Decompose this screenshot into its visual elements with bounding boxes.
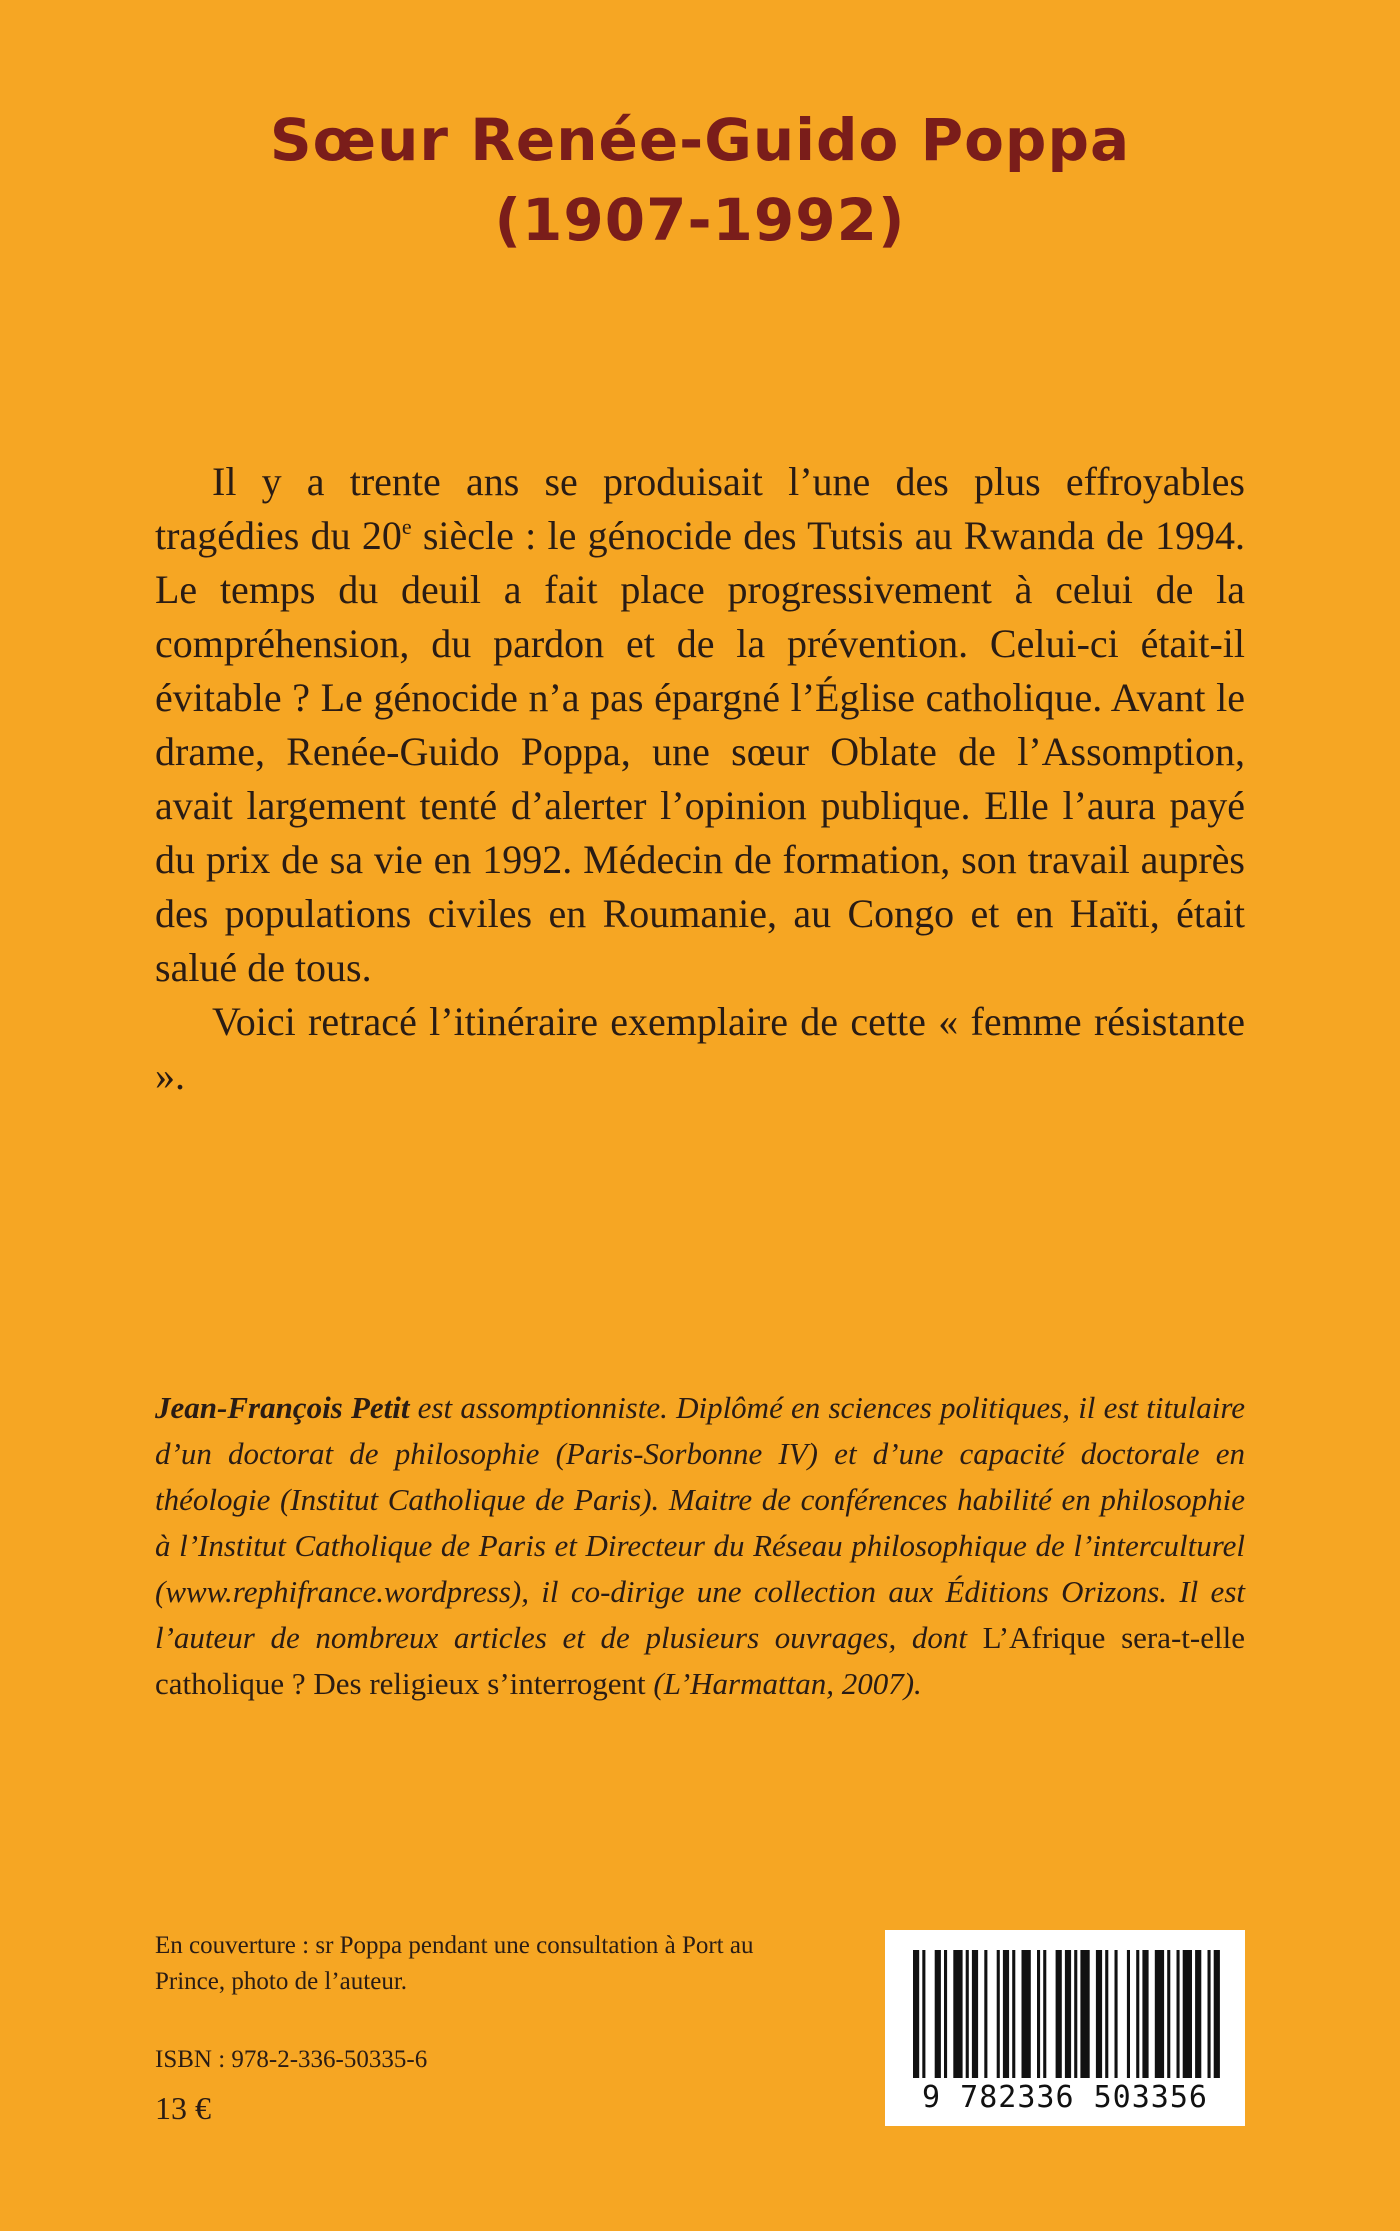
book-title	[0, 100, 1400, 260]
barcode-bar	[1037, 1950, 1040, 2078]
back-cover-summary	[155, 455, 1245, 1103]
barcode-bar	[1167, 1950, 1170, 2078]
barcode-bar	[1115, 1950, 1118, 2078]
barcode-bar	[1127, 1950, 1130, 2078]
barcode-bar	[1022, 1950, 1031, 2078]
barcode-bar	[997, 1950, 1000, 2078]
barcode-bar	[1195, 1950, 1201, 2078]
barcode-bar	[935, 1950, 941, 2078]
price: 13 €	[155, 2090, 211, 2126]
barcode-bar	[1065, 1950, 1071, 2078]
cover-photo-credit: En couverture : sr Poppa pendant une consultation à Port au Prince, photo de l’auteur.	[155, 1932, 754, 1995]
barcode-bar	[1177, 1950, 1180, 2078]
author-name: Jean-François Petit	[155, 1390, 410, 1425]
barcode-bar	[1105, 1950, 1108, 2078]
title-name: Sœur Renée-Guido Poppa	[269, 106, 1131, 174]
barcode-bar	[1136, 1950, 1139, 2078]
barcode-bar	[953, 1950, 962, 2078]
barcode-bar	[1012, 1950, 1015, 2078]
barcode-bar	[1208, 1950, 1211, 2078]
barcode-bar	[913, 1950, 919, 2078]
barcode-bar	[1074, 1950, 1077, 2078]
author-book-title: L’Afrique sera-t-elle catholique ? Des religieux s’interrogent	[155, 1620, 1245, 1701]
barcode-bar	[1142, 1950, 1148, 2078]
barcode-bar	[966, 1950, 969, 2078]
barcode-bar	[1056, 1950, 1062, 2078]
barcode-bar	[1043, 1950, 1046, 2078]
isbn: ISBN : 978-2-336-50335-6	[155, 2046, 428, 2073]
author-bio	[155, 1385, 1245, 1707]
barcode-bar	[944, 1950, 947, 2078]
title-dates: (1907-1992)	[494, 186, 906, 254]
barcode-bar	[1003, 1950, 1009, 2078]
barcode	[885, 1930, 1245, 2126]
barcode-bar	[1080, 1950, 1089, 2078]
author-bio-text: est assomptionniste. Diplômé en sciences politiques, il est titulaire d’un doctorat de philosophie (Paris-Sorbonne IV) et d’une capacité doctorale en théologie (Institut Catholique de Paris). Maitre de conférences habilité en philosophie à l’Institut Catholique de Paris et Directeur du Réseau philosophique de l’interculturel (www.rephifrance.wordpress), il co-dirige une collection aux Éditions Orizons. Il est l’auteur de nombreux articles et de plusieurs ouvrages, dont	[155, 1390, 1245, 1655]
barcode-bar	[984, 1950, 987, 2078]
barcode-bar	[1214, 1950, 1220, 2078]
author-bio-end: (L’Harmattan, 2007).	[645, 1666, 922, 1701]
barcode-bar	[922, 1950, 925, 2078]
barcode-bar	[1155, 1950, 1164, 2078]
summary-paragraph-1: Il y a trente ans se produisait l’une des plus effroyables tragédies du 20e siècle : le génocide des Tutsis au Rwanda de 1994. Le temps du deuil a fait place progressivement à celui de la compréhension, du pardon et de la prévention. Celui-ci était-il évitable ? Le génocide n’a pas épargné l’Église catholique. Avant le drame, Renée-Guido Poppa, une sœur Oblate de l’Assomption, avait largement tenté d’alerter l’opinion publique. Elle l’aura payé du prix de sa vie en 1992. Médecin de formation, son travail auprès des populations civiles en Roumanie, au Congo et en Haïti, était salué de tous.	[155, 459, 1245, 990]
summary-paragraph-2: Voici retracé l’itinéraire exemplaire de cette « femme résistante ».	[155, 999, 1245, 1098]
barcode-digits: 9 782336 503356	[922, 2080, 1208, 2115]
barcode-bar	[972, 1950, 978, 2078]
barcode-bar	[1096, 1950, 1102, 2078]
barcode-bar	[1183, 1950, 1192, 2078]
